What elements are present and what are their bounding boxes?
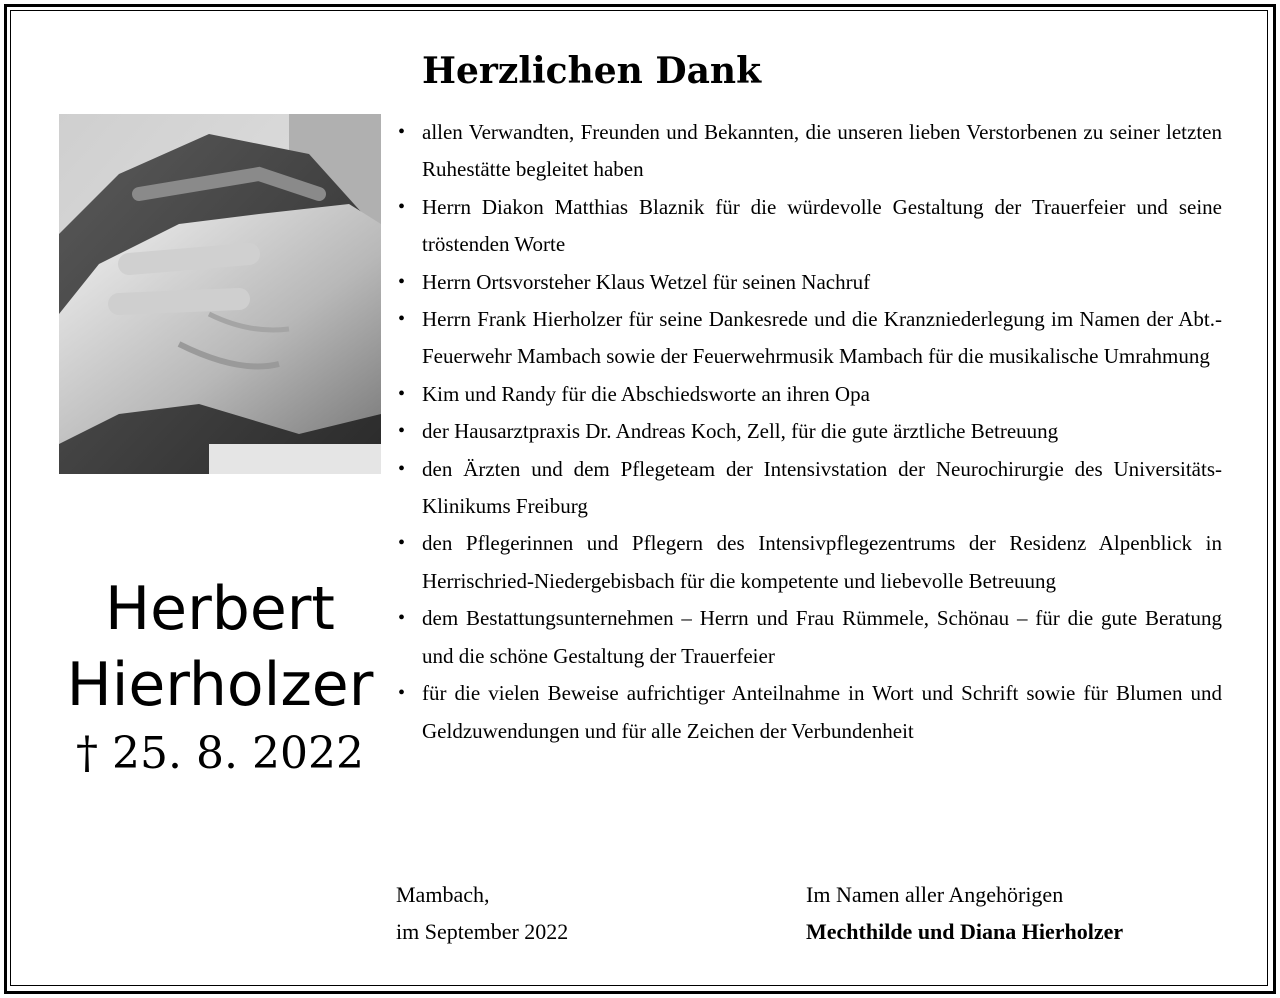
bullet-icon: • [398,420,406,443]
list-item: • Herrn Diakon Matthias Blaznik für die würdevolle Gestaltung der Trauerfeier und seine tröstenden Worte [398,189,1222,264]
signatories: Mechthilde und Diana Hierholzer [806,919,1124,944]
place-line: Mambach, [396,882,490,907]
list-item: • Herrn Ortsvorsteher Klaus Wetzel für seinen Nachruf [398,264,1222,301]
bullet-icon: • [398,682,406,705]
bullet-icon: • [398,382,406,405]
death-date: † 25. 8. 2022 [76,728,364,779]
list-item: • für die vielen Beweise aufrichtiger Anteilnahme in Wort und Schrift sowie für Blumen und Geldzuwendungen und für alle Zeichen der Verbundenheit [398,675,1222,750]
bullet-icon: • [398,270,406,293]
deceased-first-name: Herbert [105,574,335,644]
bullet-icon: • [398,457,406,480]
date-line: im September 2022 [396,919,569,944]
heading: Herzlichen Dank [422,50,762,92]
list-item: • allen Verwandten, Freunden und Bekannten, die unseren lieben Verstorbenen zu seiner letzten Ruhestätte begleitet haben [398,114,1222,189]
deceased-last-name: Hierholzer [66,650,374,720]
list-item: • den Pflegerinnen und Pflegern des Intensivpflegezentrums der Residenz Alpenblick in Herrischried-Niedergebisbach für die kompetente und liebevolle Betreuung [398,525,1222,600]
bullet-icon: • [398,121,406,143]
bullet-icon: • [398,308,406,331]
place-date-block [396,876,568,950]
thanks-list [398,114,1222,750]
list-item: • dem Bestattungsunternehmen – Herrn und Frau Rümmele, Schönau – für die gute Beratung und die schöne Gestaltung der Trauerfeier [398,600,1222,675]
bullet-icon: • [398,532,406,555]
list-item: • Kim und Randy für die Abschiedsworte an ihren Opa [398,376,1222,413]
bullet-icon: • [398,607,406,630]
list-item: • der Hausarztpraxis Dr. Andreas Koch, Zell, für die gute ärztliche Betreuung [398,413,1222,450]
bullet-icon: • [398,195,406,218]
hands-photo [59,114,381,474]
signature-block [806,876,1123,950]
on-behalf-line: Im Namen aller Angehörigen [806,882,1064,907]
list-item: • den Ärzten und dem Pflegeteam der Intensivstation der Neurochirurgie des Universitäts-Klinikums Freiburg [398,451,1222,526]
list-item: • Herrn Frank Hierholzer für seine Dankesrede und die Kranzniederlegung im Namen der Abt.-Feuerwehr Mambach sowie der Feuerwehrmusik Mambach für die musikalische Umrahmung [398,301,1222,376]
